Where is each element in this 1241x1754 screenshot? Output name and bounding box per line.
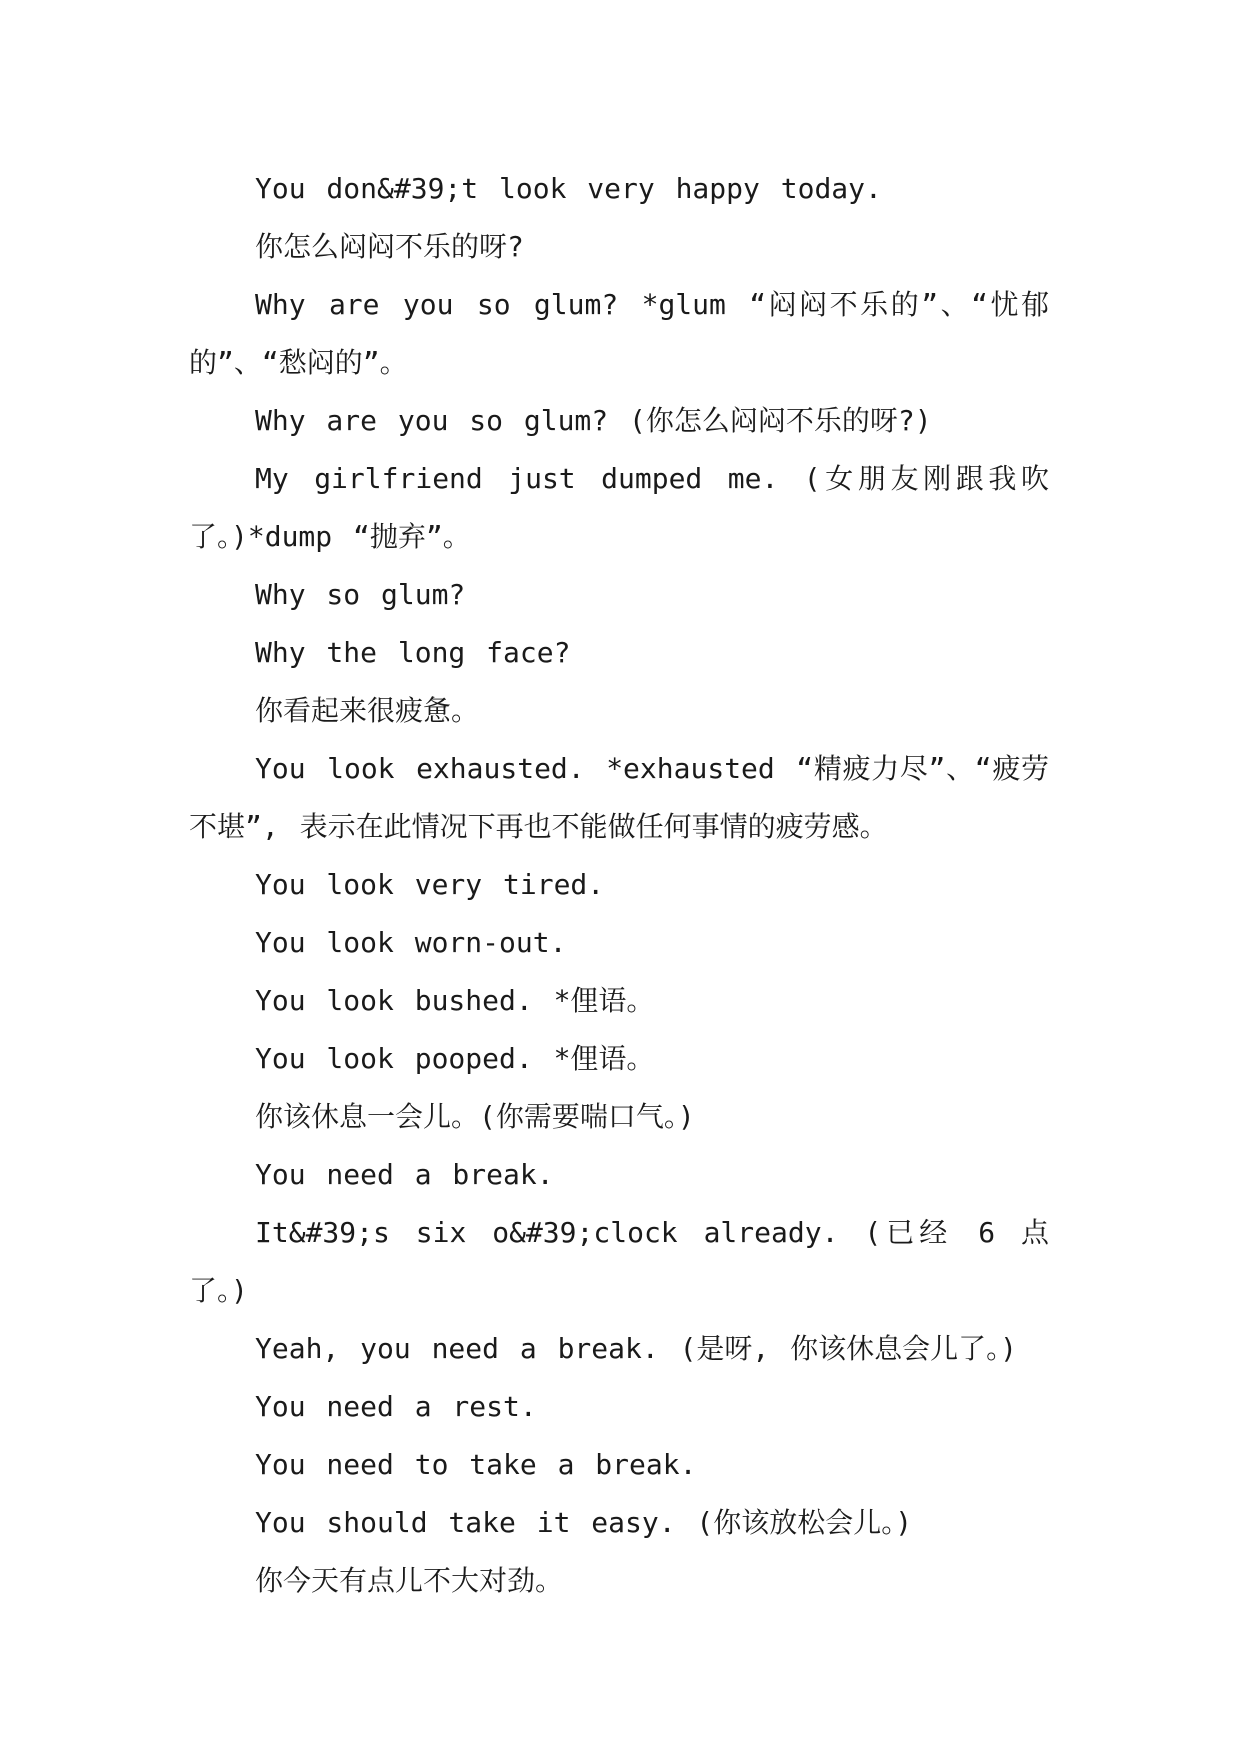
paragraph: You should take it easy. (你该放松会儿。) xyxy=(255,1506,913,1539)
paragraph: It&#39;s six o&#39;clock already. (已经 6 点了。) xyxy=(189,1216,1049,1307)
paragraph: You look worn-out. xyxy=(255,926,567,959)
paragraph: My girlfriend just dumped me. (女朋友刚跟我吹了。)*dump “抛弃”。 xyxy=(189,462,1049,553)
paragraph: You look very tired. xyxy=(255,868,605,901)
paragraph: 你该休息一会儿。(你需要喘口气。) xyxy=(255,1100,695,1133)
paragraph: Why are you so glum? *glum “闷闷不乐的”、“忧郁的”、“愁闷的”。 xyxy=(189,288,1049,379)
paragraph: Why are you so glum? (你怎么闷闷不乐的呀?) xyxy=(255,404,932,437)
paragraph: 你看起来很疲惫。 xyxy=(255,694,480,727)
paragraph: Yeah, you need a break. (是呀, 你该休息会儿了。) xyxy=(255,1332,1018,1365)
paragraph: You need to take a break. xyxy=(255,1448,697,1481)
paragraph: You look exhausted. *exhausted “精疲力尽”、“疲劳不堪”, 表示在此情况下再也不能做任何事情的疲劳感。 xyxy=(189,752,1049,843)
document-body xyxy=(189,160,1049,1610)
paragraph: 你今天有点儿不大对劲。 xyxy=(255,1564,564,1597)
paragraph: You need a break. xyxy=(255,1158,554,1191)
paragraph: 你怎么闷闷不乐的呀? xyxy=(255,230,524,263)
paragraph: Why the long face? xyxy=(255,636,571,669)
paragraph: You look pooped. *俚语。 xyxy=(255,1042,655,1075)
paragraph: Why so glum? xyxy=(255,578,466,611)
paragraph: You need a rest. xyxy=(255,1390,537,1423)
paragraph: You look bushed. *俚语。 xyxy=(255,984,655,1017)
paragraph: You don&#39;t look very happy today. xyxy=(255,172,882,205)
